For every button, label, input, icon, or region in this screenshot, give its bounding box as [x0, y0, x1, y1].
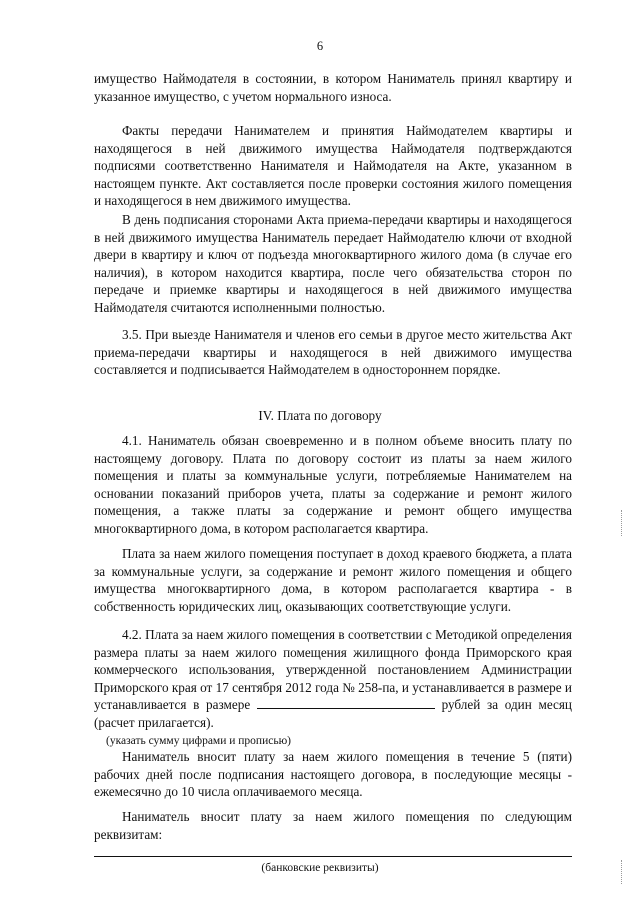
paragraph-keys-transfer: В день подписания сторонами Акта приема-передачи квартиры и находящегося в ней движимого имущества Наниматель передает Наймодателю ключи от входной двери в квартиру и ключ от подъезда многоквартирного жилого дома (в случае его наличия), в котором находится квартира, после чего обязательства сторон по передаче и приемке квартиры и находящегося в ней движимого имущества Наймодателя считаются исполненными полностью. — [94, 212, 572, 315]
paragraph-requisites: Наниматель вносит плату за наем жилого помещения по следующим реквизитам: — [94, 809, 572, 842]
requisites-line — [94, 856, 572, 857]
scan-artifact — [621, 860, 624, 884]
bank-note: (банковские реквизиты) — [261, 862, 379, 874]
paragraph-4-1: 4.1. Наниматель обязан своевременно и в полном объеме вносить плату по настоящему договору. Плата по договору состоит из платы за наем жилого помещения и платы за коммунальные услуги, потребляемые Нанимателем на основании показаний приборов учета, платы за содержание и ремонт жилого помещения, а также платы за содержание и ремонт общего имущества многоквартирного дома, в котором располагается квартира. — [94, 433, 572, 536]
amount-blank-line — [257, 696, 435, 709]
paragraph-4-2-text: 4.2. Плата за наем жилого помещения в соответствии с Методикой определения размера платы за наем жилого помещения жилищного фонда Приморского края коммерческого использования, утвержденной постановлением Администрации Приморского края от 17 сентября 2012 года № 258-па, и устанавливается в размере и устанавливается в размере — [94, 627, 572, 713]
paragraph-continuation: имущество Наймодателя в состоянии, в котором Наниматель принял квартиру и указанное имущество, с учетом нормального износа. — [94, 71, 572, 104]
paragraph-acceptance-facts: Факты передачи Нанимателем и принятия Наймодателем квартиры и находящегося в ней движимого имущества Наймодателя подтверждаются подписями соответственно Нанимателя и Наймодателя на Акте, указанном в настоящем пункте. Акт составляется после проверки состояния жилого помещения и находящегося в нем движимого имущества. — [94, 123, 572, 209]
paragraph-4-2-tail: рублей за один месяц (расчет прилагается). — [94, 697, 572, 730]
paragraph-payment-terms: Наниматель вносит плату за наем жилого помещения в течение 5 (пяти) рабочих дней после подписания настоящего договора, в последующие месяцы - ежемесячно до 10 числа оплачиваемого месяца. — [94, 749, 572, 800]
paragraph-3-5: 3.5. При выезде Нанимателя и членов его семьи в другое место жительства Акт приема-передачи квартиры и находящегося в ней движимого имущества составляется и подписывается Наймодателем в одностороннем порядке. — [94, 327, 572, 378]
page-number: 6 — [316, 39, 324, 53]
scan-artifact — [621, 510, 624, 536]
section-heading: IV. Плата по договору — [258, 408, 382, 423]
sum-note: (указать сумму цифрами и прописью) — [106, 735, 292, 747]
paragraph-4-2 — [94, 626, 572, 732]
paragraph-budget-income: Плата за наем жилого помещения поступает в доход краевого бюджета, а плата за коммунальные услуги, за содержание и ремонт жилого помещения и общего имущества многоквартирного дома, в котором располагается квартира - в собственность юридических лиц, оказывающих соответствующие услуги. — [94, 546, 572, 614]
